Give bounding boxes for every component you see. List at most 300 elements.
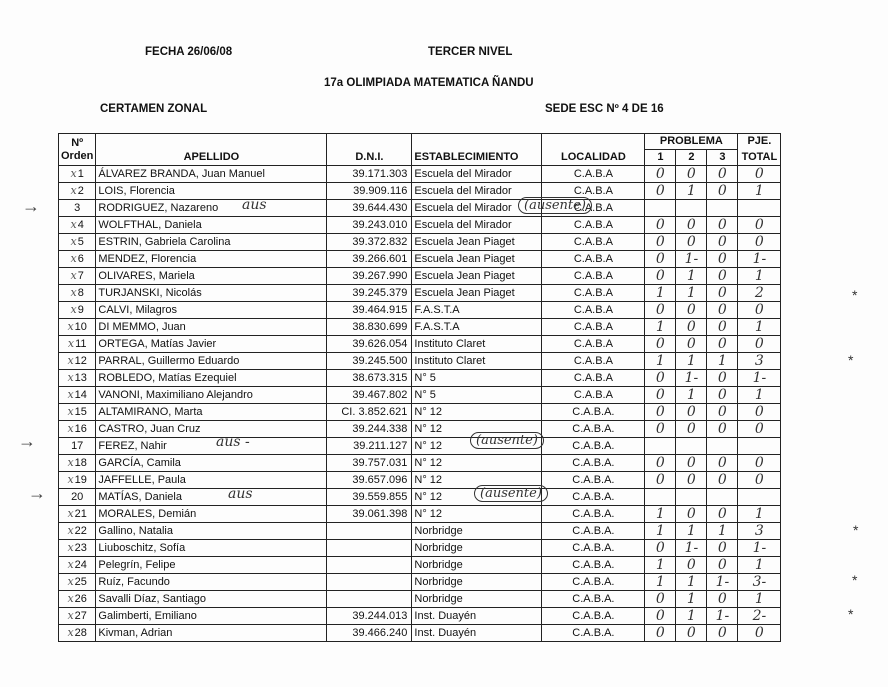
table-row [59, 421, 781, 438]
dni-cell: 39.243.010 [327, 217, 412, 234]
check-mark: x [70, 303, 77, 316]
localidad-cell: C.A.B.A. [542, 438, 645, 455]
localidad-cell: C.A.B.A [542, 251, 645, 268]
p3-cell: 0 [707, 251, 738, 268]
localidad-cell: C.A.B.A [542, 234, 645, 251]
p3-cell: 0 [707, 166, 738, 183]
total-cell: 0 [738, 217, 781, 234]
dni-cell: 39.559.855 [327, 489, 412, 506]
dni-cell: 39.244.338 [327, 421, 412, 438]
localidad-cell: C.A.B.A. [542, 557, 645, 574]
establecimiento-cell: Inst. Duayén [412, 625, 542, 642]
p1-cell: 1 [645, 506, 676, 523]
localidad-cell: C.A.B.A [542, 319, 645, 336]
orden-cell [59, 166, 96, 183]
olimpiada-title: 17a OLIMPIADA MATEMATICA ÑANDU [324, 77, 534, 89]
orden-number: 18 [74, 457, 87, 469]
p3-cell: 1- [707, 574, 738, 591]
aus-note: aus - [216, 434, 250, 450]
localidad-cell: C.A.B.A. [542, 574, 645, 591]
p3-cell: 0 [707, 370, 738, 387]
p1-cell: 1 [645, 523, 676, 540]
total-header: TOTAL [738, 150, 781, 166]
fecha-label: FECHA 26/06/08 [145, 46, 233, 58]
p1-cell: 0 [645, 591, 676, 608]
localidad-cell: C.A.B.A. [542, 489, 645, 506]
establecimiento-header: ESTABLECIMIENTO [412, 134, 542, 166]
orden-cell [59, 285, 96, 302]
establecimiento-cell: N° 12 [412, 404, 542, 421]
nombre-cell: WOLFTHAL, Daniela [96, 217, 327, 234]
table-row [59, 455, 781, 472]
p2-cell: 1 [676, 574, 707, 591]
p3-cell: 0 [707, 336, 738, 353]
total-cell [738, 489, 781, 506]
check-mark: x [67, 575, 74, 588]
p2-cell: 0 [676, 404, 707, 421]
total-cell: 3- [738, 574, 781, 591]
dni-cell: 39.909.116 [327, 183, 412, 200]
localidad-cell: C.A.B.A. [542, 540, 645, 557]
check-mark: x [67, 507, 74, 520]
nombre-cell: ROBLEDO, Matías Ezequiel [96, 370, 327, 387]
orden-cell [59, 506, 96, 523]
total-cell [738, 438, 781, 455]
orden-cell [59, 183, 96, 200]
nombre-cell: MENDEZ, Florencia [96, 251, 327, 268]
p3-cell: 0 [707, 625, 738, 642]
orden-cell [59, 353, 96, 370]
total-cell: 1 [738, 591, 781, 608]
total-cell: 0 [738, 302, 781, 319]
table-row [59, 200, 781, 217]
establecimiento-cell: Escuela del Mirador [412, 200, 542, 217]
apellido-header: APELLIDO [96, 134, 327, 166]
total-cell: 3 [738, 353, 781, 370]
orden-number: 23 [74, 542, 87, 554]
establecimiento-cell: Norbridge [412, 591, 542, 608]
results-table [58, 133, 781, 642]
p1-cell: 0 [645, 455, 676, 472]
total-cell: 0 [738, 472, 781, 489]
establecimiento-cell: Norbridge [412, 557, 542, 574]
table-row [59, 591, 781, 608]
establecimiento-cell: N° 5 [412, 370, 542, 387]
table-row [59, 387, 781, 404]
p2-cell: 1 [676, 608, 707, 625]
p2-cell: 0 [676, 421, 707, 438]
check-mark: x [67, 456, 74, 469]
nombre-cell: CASTRO, Juan Cruz [96, 421, 327, 438]
total-cell: 1 [738, 268, 781, 285]
establecimiento-cell: Instituto Claret [412, 353, 542, 370]
p2-cell: 0 [676, 557, 707, 574]
p1-cell: 1 [645, 557, 676, 574]
localidad-cell: C.A.B.A. [542, 455, 645, 472]
dni-cell: 39.757.031 [327, 455, 412, 472]
p1-cell: 0 [645, 302, 676, 319]
dni-cell [327, 574, 412, 591]
orden-cell [59, 200, 96, 217]
establecimiento-cell: F.A.S.T.A [412, 319, 542, 336]
establecimiento-cell: N° 12 [412, 421, 542, 438]
total-cell: 1- [738, 370, 781, 387]
nombre-cell: Gallino, Natalia [96, 523, 327, 540]
ausente-note: (ausente) [474, 485, 548, 502]
establecimiento-cell: Norbridge [412, 523, 542, 540]
establecimiento-cell: Escuela Jean Piaget [412, 268, 542, 285]
total-cell: 1- [738, 540, 781, 557]
p1-cell: 0 [645, 625, 676, 642]
establecimiento-cell: Norbridge [412, 540, 542, 557]
orden-number: 3 [74, 201, 81, 214]
sede-label: SEDE ESC Nº 4 DE 16 [545, 103, 664, 115]
p1-cell [645, 438, 676, 455]
check-mark: x [67, 473, 74, 486]
localidad-cell: C.A.B.A. [542, 472, 645, 489]
orden-number: 12 [74, 355, 87, 367]
orden-number: 26 [74, 593, 87, 605]
dni-cell: 39.266.601 [327, 251, 412, 268]
nombre-cell: ÁLVAREZ BRANDA, Juan Manuel [96, 166, 327, 183]
orden-number: 28 [74, 627, 87, 639]
establecimiento-cell: N° 5 [412, 387, 542, 404]
nombre-cell: TURJANSKI, Nicolás [96, 285, 327, 302]
table-row [59, 183, 781, 200]
localidad-cell: C.A.B.A [542, 183, 645, 200]
check-mark: x [67, 422, 74, 435]
orden-number: 6 [77, 253, 84, 265]
nombre-cell: Galimberti, Emiliano [96, 608, 327, 625]
p3-cell: 0 [707, 302, 738, 319]
p3-cell: 0 [707, 540, 738, 557]
localidad-cell: C.A.B.A. [542, 625, 645, 642]
dni-cell: 39.467.802 [327, 387, 412, 404]
orden-cell [59, 608, 96, 625]
check-mark: x [70, 269, 77, 282]
problema-header: PROBLEMA [645, 134, 738, 150]
localidad-cell: C.A.B.A. [542, 591, 645, 608]
p3-cell [707, 200, 738, 217]
nombre-cell: CALVI, Milagros [96, 302, 327, 319]
nombre-cell: Ruíz, Facundo [96, 574, 327, 591]
table-row [59, 506, 781, 523]
arrow-icon: → [22, 196, 40, 216]
check-mark: x [67, 524, 74, 537]
total-cell: 0 [738, 421, 781, 438]
establecimiento-cell: Instituto Claret [412, 336, 542, 353]
dni-cell: 39.171.303 [327, 166, 412, 183]
table-row [59, 336, 781, 353]
dni-cell: CI. 3.852.621 [327, 404, 412, 421]
dni-cell: 39.061.398 [327, 506, 412, 523]
p2-cell: 0 [676, 302, 707, 319]
localidad-cell: C.A.B.A [542, 370, 645, 387]
orden-number: 2 [77, 185, 84, 197]
p1-cell: 0 [645, 540, 676, 557]
p2-cell: 1 [676, 353, 707, 370]
orden-cell [59, 625, 96, 642]
check-mark: x [70, 235, 77, 248]
p3-cell: 0 [707, 591, 738, 608]
p3-cell: 1 [707, 353, 738, 370]
p3-cell: 0 [707, 319, 738, 336]
table-row [59, 285, 781, 302]
p2-cell [676, 438, 707, 455]
p1-header: 1 [645, 150, 676, 166]
check-mark: x [67, 609, 74, 622]
orden-cell [59, 523, 96, 540]
p1-cell: 0 [645, 370, 676, 387]
nombre-cell: LOIS, Florencia [96, 183, 327, 200]
p3-cell: 0 [707, 421, 738, 438]
localidad-cell: C.A.B.A. [542, 404, 645, 421]
p1-cell: 1 [645, 285, 676, 302]
orden-number: 19 [74, 474, 87, 486]
total-cell: 0 [738, 404, 781, 421]
localidad-cell: C.A.B.A. [542, 608, 645, 625]
table-row [59, 489, 781, 506]
orden-number: 1 [77, 168, 84, 180]
dni-header: D.N.I. [327, 134, 412, 166]
orden-cell [59, 438, 96, 455]
localidad-header: LOCALIDAD [542, 134, 645, 166]
total-cell: 0 [738, 625, 781, 642]
p1-cell [645, 200, 676, 217]
establecimiento-cell: N° 12 [412, 506, 542, 523]
table-row [59, 523, 781, 540]
orden-cell [59, 421, 96, 438]
p1-cell: 0 [645, 336, 676, 353]
aus-note: aus [242, 197, 267, 213]
orden-cell [59, 455, 96, 472]
check-mark: x [70, 218, 77, 231]
p2-cell: 0 [676, 506, 707, 523]
total-cell: 1 [738, 557, 781, 574]
p1-cell: 0 [645, 166, 676, 183]
establecimiento-cell: N° 12 [412, 455, 542, 472]
table-row [59, 302, 781, 319]
localidad-cell: C.A.B.A. [542, 421, 645, 438]
p3-cell: 0 [707, 557, 738, 574]
nivel-label: TERCER NIVEL [428, 46, 513, 58]
nombre-cell: JAFFELLE, Paula [96, 472, 327, 489]
orden-cell [59, 319, 96, 336]
table-row [59, 472, 781, 489]
check-mark: x [70, 167, 77, 180]
p3-cell: 1 [707, 523, 738, 540]
orden-cell [59, 540, 96, 557]
p2-header: 2 [676, 150, 707, 166]
orden-number: 20 [71, 490, 84, 503]
p1-cell: 0 [645, 251, 676, 268]
localidad-cell: C.A.B.A. [542, 523, 645, 540]
check-mark: x [70, 184, 77, 197]
p2-cell: 1 [676, 285, 707, 302]
orden-number: 15 [74, 406, 87, 418]
table-row [59, 319, 781, 336]
table-row [59, 438, 781, 455]
nombre-cell: MATÍAS, Daniela [96, 489, 327, 506]
p1-cell: 0 [645, 387, 676, 404]
nombre-cell: FEREZ, Nahir [96, 438, 327, 455]
orden-header: Nº Orden [59, 134, 96, 166]
nombre-cell: ESTRIN, Gabriela Carolina [96, 234, 327, 251]
localidad-cell: C.A.B.A [542, 387, 645, 404]
aus-note: aus [228, 486, 253, 502]
dni-cell [327, 540, 412, 557]
orden-number: 11 [75, 338, 87, 350]
orden-cell [59, 472, 96, 489]
results-body [59, 166, 781, 642]
p2-cell: 1 [676, 183, 707, 200]
check-mark: x [67, 388, 74, 401]
p2-cell: 0 [676, 217, 707, 234]
p2-cell: 0 [676, 625, 707, 642]
table-row [59, 353, 781, 370]
star-mark: * [848, 606, 854, 622]
p1-cell: 0 [645, 421, 676, 438]
orden-cell [59, 387, 96, 404]
orden-number: 7 [77, 270, 84, 282]
p2-cell: 1 [676, 268, 707, 285]
certamen-label: CERTAMEN ZONAL [100, 103, 208, 115]
nombre-cell: VANONI, Maximiliano Alejandro [96, 387, 327, 404]
p2-cell: 0 [676, 319, 707, 336]
p2-cell: 1 [676, 591, 707, 608]
p2-cell: 0 [676, 455, 707, 472]
orden-number: 10 [74, 321, 87, 333]
dni-cell: 39.211.127 [327, 438, 412, 455]
table-row [59, 268, 781, 285]
orden-number: 5 [77, 236, 84, 248]
orden-number: 4 [77, 219, 84, 231]
p2-cell: 0 [676, 234, 707, 251]
dni-cell: 38.830.699 [327, 319, 412, 336]
star-mark: * [852, 287, 858, 303]
check-mark: x [67, 320, 74, 333]
check-mark: x [67, 541, 74, 554]
total-cell: 0 [738, 336, 781, 353]
orden-number: 22 [74, 525, 87, 537]
p3-cell: 0 [707, 404, 738, 421]
star-mark: * [852, 572, 858, 588]
p1-cell: 1 [645, 574, 676, 591]
nombre-cell: GARCÍA, Camila [96, 455, 327, 472]
orden-cell [59, 591, 96, 608]
localidad-cell: C.A.B.A [542, 302, 645, 319]
orden-number: 16 [74, 423, 87, 435]
p3-cell: 0 [707, 285, 738, 302]
dni-cell [327, 591, 412, 608]
check-mark: x [70, 286, 77, 299]
check-mark: x [67, 592, 74, 605]
nombre-cell: Savalli Díaz, Santiago [96, 591, 327, 608]
orden-number: 8 [77, 287, 84, 299]
localidad-cell: C.A.B.A [542, 200, 645, 217]
ausente-note: (ausente) [518, 197, 592, 214]
dni-cell: 39.245.379 [327, 285, 412, 302]
orden-cell [59, 251, 96, 268]
table-row [59, 217, 781, 234]
p2-cell [676, 489, 707, 506]
table-row [59, 166, 781, 183]
establecimiento-cell: N° 12 [412, 472, 542, 489]
orden-cell [59, 302, 96, 319]
check-mark: x [67, 337, 75, 350]
nombre-cell: Pelegrín, Felipe [96, 557, 327, 574]
p2-cell: 1 [676, 523, 707, 540]
localidad-cell: C.A.B.A [542, 336, 645, 353]
p1-cell: 0 [645, 234, 676, 251]
establecimiento-cell: Escuela del Mirador [412, 217, 542, 234]
p3-cell: 0 [707, 217, 738, 234]
orden-cell [59, 489, 96, 506]
pje-header: PJE. [738, 134, 781, 150]
p1-cell: 1 [645, 319, 676, 336]
ausente-note: (ausente) [470, 432, 544, 449]
check-mark: x [67, 626, 74, 639]
localidad-cell: C.A.B.A [542, 217, 645, 234]
arrow-icon: → [18, 431, 36, 451]
establecimiento-cell: Escuela del Mirador [412, 166, 542, 183]
establecimiento-cell: N° 12 [412, 438, 542, 455]
p2-cell: 1 [676, 387, 707, 404]
table-row [59, 540, 781, 557]
p2-cell: 0 [676, 472, 707, 489]
establecimiento-cell: Escuela del Mirador [412, 183, 542, 200]
p1-cell: 0 [645, 608, 676, 625]
p2-cell: 1- [676, 540, 707, 557]
establecimiento-cell: Escuela Jean Piaget [412, 285, 542, 302]
table-row [59, 370, 781, 387]
p2-cell: 0 [676, 166, 707, 183]
total-cell: 0 [738, 455, 781, 472]
dni-cell: 38.673.315 [327, 370, 412, 387]
total-cell: 1- [738, 251, 781, 268]
orden-cell [59, 268, 96, 285]
total-cell: 2 [738, 285, 781, 302]
total-cell: 0 [738, 234, 781, 251]
table-row [59, 404, 781, 421]
nombre-cell: MORALES, Demián [96, 506, 327, 523]
p3-cell: 0 [707, 506, 738, 523]
total-cell [738, 200, 781, 217]
localidad-cell: C.A.B.A [542, 353, 645, 370]
table-row [59, 251, 781, 268]
orden-number: 25 [74, 576, 87, 588]
localidad-cell: C.A.B.A [542, 166, 645, 183]
dni-cell: 39.372.832 [327, 234, 412, 251]
table-row [59, 574, 781, 591]
orden-cell [59, 217, 96, 234]
total-cell: 1 [738, 319, 781, 336]
p3-cell: 0 [707, 234, 738, 251]
establecimiento-cell: Escuela Jean Piaget [412, 234, 542, 251]
orden-cell [59, 404, 96, 421]
p1-cell: 0 [645, 268, 676, 285]
p2-cell [676, 200, 707, 217]
check-mark: x [67, 354, 74, 367]
table-row [59, 625, 781, 642]
total-cell: 2- [738, 608, 781, 625]
p3-cell: 1- [707, 608, 738, 625]
p2-cell: 1- [676, 370, 707, 387]
dni-cell [327, 557, 412, 574]
p3-cell: 0 [707, 455, 738, 472]
p2-cell: 1- [676, 251, 707, 268]
orden-cell [59, 234, 96, 251]
